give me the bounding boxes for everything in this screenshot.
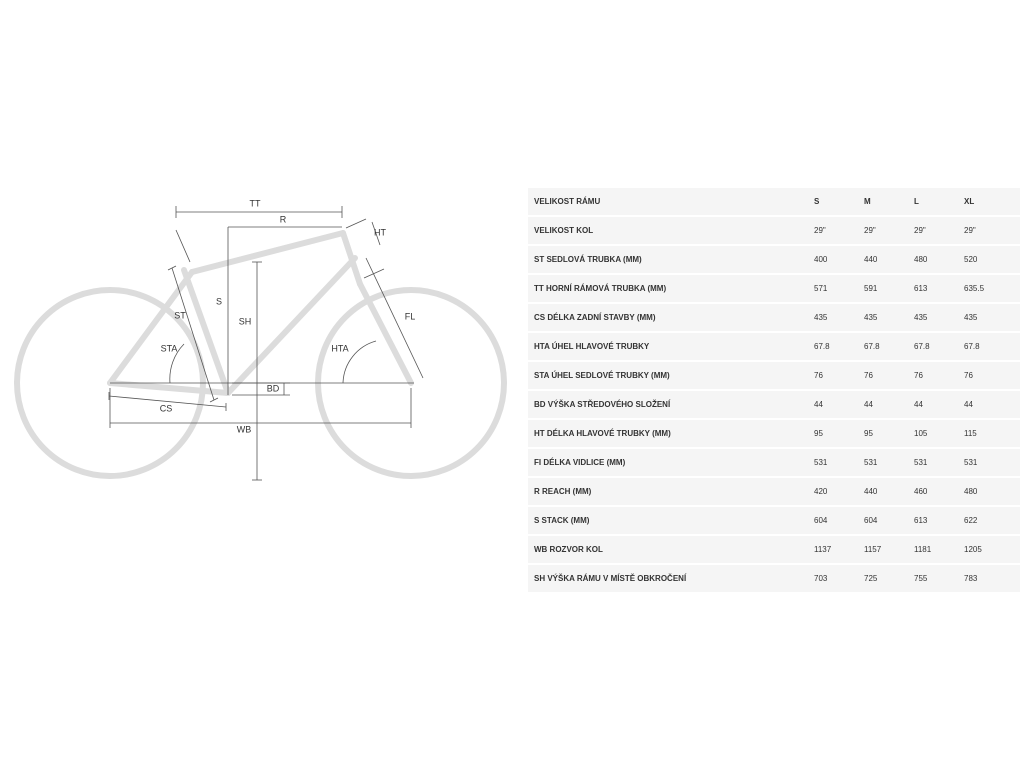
table-row xyxy=(528,449,1020,476)
row-value: 531 xyxy=(864,449,914,476)
bd-label: BD xyxy=(266,383,280,394)
row-value: 440 xyxy=(864,246,914,273)
hta-label: HTA xyxy=(331,343,349,354)
row-value: 1137 xyxy=(814,536,864,563)
row-value: 440 xyxy=(864,478,914,505)
row-value: 435 xyxy=(964,304,1020,331)
size-s-header: S xyxy=(814,188,864,215)
wb-label: WB xyxy=(236,424,252,435)
row-label: FI DÉLKA VIDLICE (MM) xyxy=(528,449,814,476)
row-value: 591 xyxy=(864,275,914,302)
row-label: HT DÉLKA HLAVOVÉ TRUBKY (MM) xyxy=(528,420,814,447)
row-value: 531 xyxy=(814,449,864,476)
row-value: 95 xyxy=(864,420,914,447)
sh-label: SH xyxy=(238,316,252,327)
row-value: 1157 xyxy=(864,536,914,563)
row-value: 420 xyxy=(814,478,864,505)
table-row xyxy=(528,217,1020,244)
row-value: 604 xyxy=(864,507,914,534)
row-value: 622 xyxy=(964,507,1020,534)
row-label: R REACH (MM) xyxy=(528,478,814,505)
row-value: 604 xyxy=(814,507,864,534)
table-row xyxy=(528,391,1020,418)
ht-label: HT xyxy=(374,227,386,238)
row-value: 725 xyxy=(864,565,914,592)
table-header-row xyxy=(528,188,1020,215)
row-label: TT HORNÍ RÁMOVÁ TRUBKA (MM) xyxy=(528,275,814,302)
row-label: VELIKOST KOL xyxy=(528,217,814,244)
size-m-header: M xyxy=(864,188,914,215)
row-value: 67.8 xyxy=(914,333,964,360)
row-value: 435 xyxy=(864,304,914,331)
row-label: BD VÝŠKA STŘEDOVÉHO SLOŽENÍ xyxy=(528,391,814,418)
row-value: 44 xyxy=(814,391,864,418)
row-value: 755 xyxy=(914,565,964,592)
size-xl-header: XL xyxy=(964,188,1020,215)
row-value: 400 xyxy=(814,246,864,273)
dimension-lines xyxy=(109,206,423,480)
row-value: 460 xyxy=(914,478,964,505)
row-value: 635.5 xyxy=(964,275,1020,302)
row-value: 67.8 xyxy=(814,333,864,360)
row-value: 1205 xyxy=(964,536,1020,563)
row-value: 1181 xyxy=(914,536,964,563)
row-value: 480 xyxy=(964,478,1020,505)
row-value: 29" xyxy=(864,217,914,244)
row-value: 613 xyxy=(914,507,964,534)
row-value: 29" xyxy=(964,217,1020,244)
row-value: 29" xyxy=(914,217,964,244)
row-label: WB ROZVOR KOL xyxy=(528,536,814,563)
s-label: S xyxy=(215,296,223,307)
st-label: ST xyxy=(174,310,186,321)
row-value: 44 xyxy=(864,391,914,418)
sta-label: STA xyxy=(160,343,178,354)
table-row xyxy=(528,304,1020,331)
row-label: STA ÚHEL SEDLOVÉ TRUBKY (MM) xyxy=(528,362,814,389)
table-row xyxy=(528,362,1020,389)
row-value: 613 xyxy=(914,275,964,302)
table-row xyxy=(528,275,1020,302)
size-l-header: L xyxy=(914,188,964,215)
row-value: 531 xyxy=(914,449,964,476)
row-value: 435 xyxy=(914,304,964,331)
geometry-table xyxy=(528,186,1020,594)
cs-label: CS xyxy=(159,403,173,414)
header-label: VELIKOST RÁMU xyxy=(528,188,814,215)
table-row xyxy=(528,478,1020,505)
tt-label: TT xyxy=(249,198,261,209)
row-value: 115 xyxy=(964,420,1020,447)
table-row xyxy=(528,246,1020,273)
row-value: 44 xyxy=(964,391,1020,418)
table-row xyxy=(528,536,1020,563)
row-value: 95 xyxy=(814,420,864,447)
row-value: 435 xyxy=(814,304,864,331)
row-value: 76 xyxy=(964,362,1020,389)
table-row xyxy=(528,507,1020,534)
row-label: CS DÉLKA ZADNÍ STAVBY (MM) xyxy=(528,304,814,331)
table-row xyxy=(528,565,1020,592)
fl-label: FL xyxy=(404,311,416,322)
row-value: 76 xyxy=(814,362,864,389)
table-row xyxy=(528,333,1020,360)
row-value: 29" xyxy=(814,217,864,244)
row-label: SH VÝŠKA RÁMU V MÍSTĚ OBKROČENÍ xyxy=(528,565,814,592)
row-value: 783 xyxy=(964,565,1020,592)
row-value: 703 xyxy=(814,565,864,592)
table-row xyxy=(528,420,1020,447)
row-value: 76 xyxy=(914,362,964,389)
row-value: 44 xyxy=(914,391,964,418)
row-label: S STACK (MM) xyxy=(528,507,814,534)
row-value: 480 xyxy=(914,246,964,273)
row-value: 571 xyxy=(814,275,864,302)
row-value: 76 xyxy=(864,362,914,389)
row-label: ST SEDLOVÁ TRUBKA (MM) xyxy=(528,246,814,273)
row-label: HTA ÚHEL HLAVOVÉ TRUBKY xyxy=(528,333,814,360)
row-value: 105 xyxy=(914,420,964,447)
row-value: 531 xyxy=(964,449,1020,476)
row-value: 67.8 xyxy=(964,333,1020,360)
row-value: 67.8 xyxy=(864,333,914,360)
r-label: R xyxy=(279,214,287,225)
bike-frame xyxy=(110,233,411,393)
row-value: 520 xyxy=(964,246,1020,273)
